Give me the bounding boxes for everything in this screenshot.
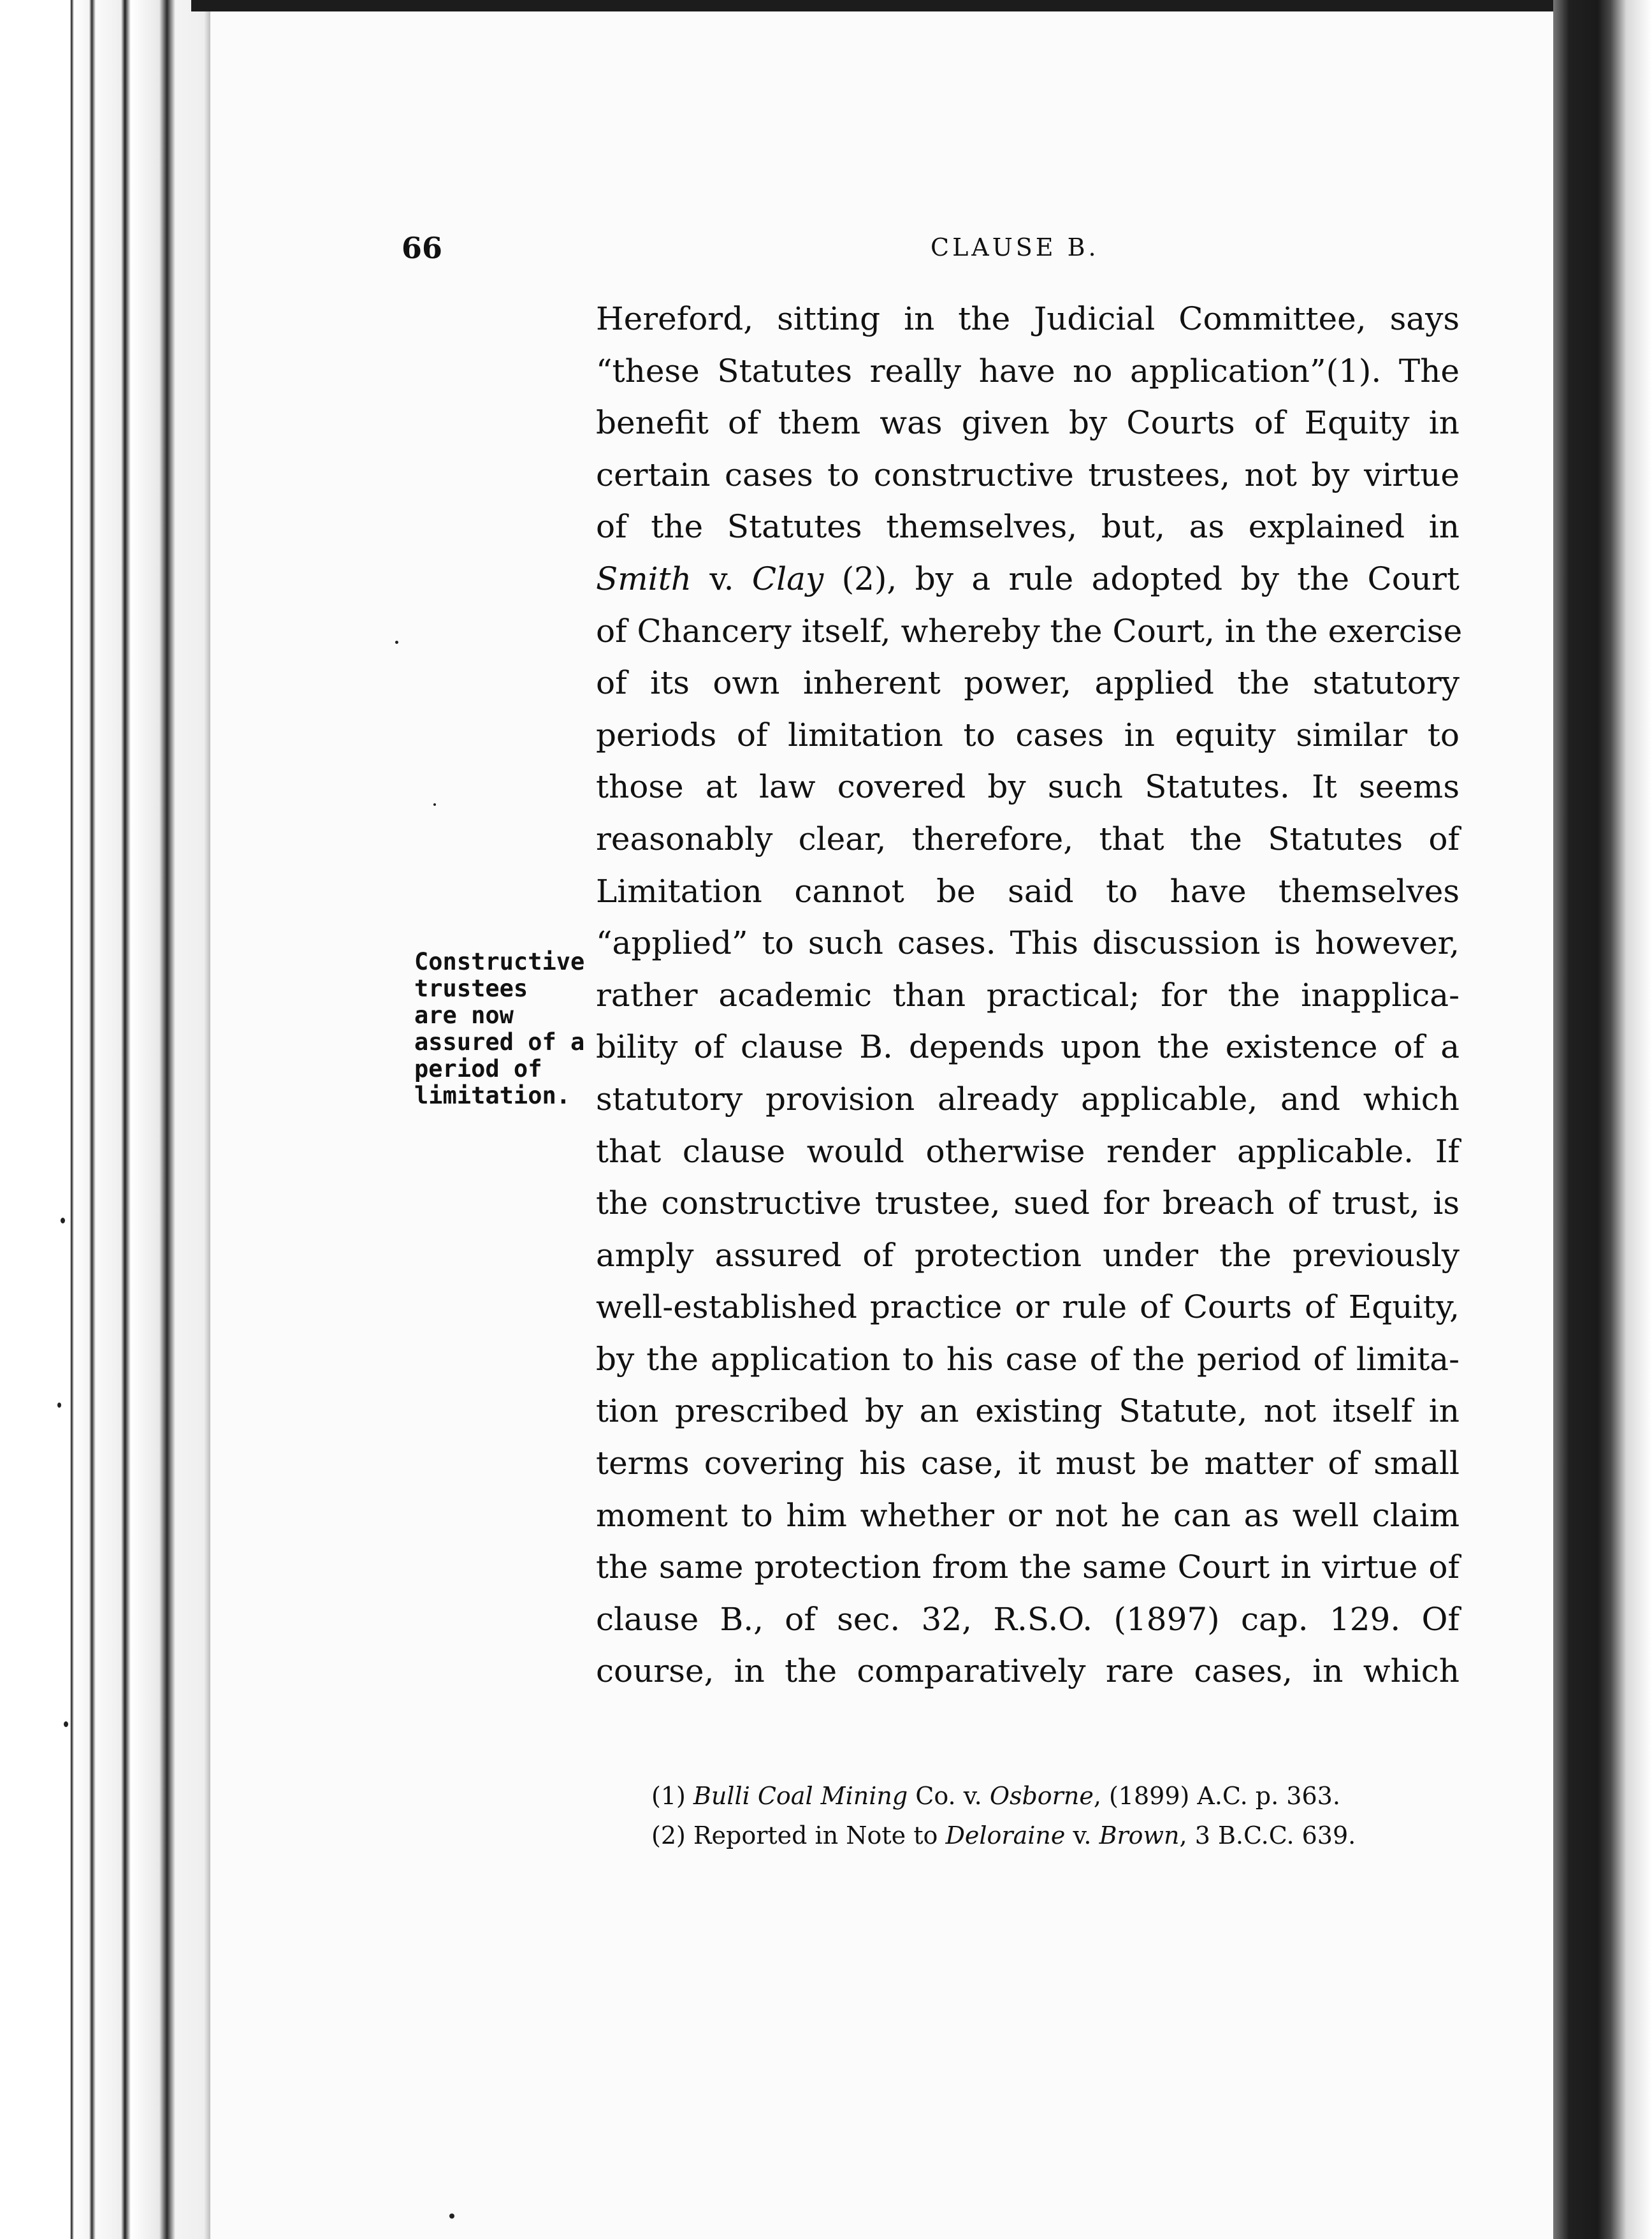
running-head: CLAUSE B. [931,233,1099,261]
case-name-clay: Clay [751,560,824,597]
footnote-text: Co. v. [908,1782,990,1810]
text-line: tion prescribed by an existing Statute, not itself in [596,1392,1460,1430]
scan-speck [61,1218,65,1223]
text-line: Hereford, sitting in the Judicial Committee, says [596,300,1460,337]
book-edge-right [1553,0,1652,2239]
case-name-smith: Smith [596,560,692,597]
scan-speck [64,1721,68,1727]
text-line: of the Statutes themselves, but, as explained in [596,508,1460,546]
text-line: reasonably clear, therefore, that the Statutes of [596,820,1460,857]
text-fragment: v. [691,560,752,597]
footnotes [651,1776,1442,1855]
margin-note-line: Constructive [414,948,585,975]
text-line: benefit of them was given by Courts of Equity in [596,404,1460,442]
body-text [596,293,1463,1698]
text-line: moment to him whether or not he can as well claim [596,1496,1460,1534]
text-line: that clause would otherwise render applicable. If [596,1132,1460,1170]
footnote-1 [651,1776,1442,1816]
case-name: Brown [1099,1821,1180,1849]
scan-speck [57,1403,61,1408]
scan-speck [395,641,398,644]
footnote-text: v. [1065,1821,1099,1849]
text-line: those at law covered by such Statutes. It seems [596,768,1460,806]
footnote-text: , (1899) A.C. p. 363. [1093,1782,1340,1810]
text-line: clause B., of sec. 32, R.S.O. (1897) cap. 129. Of [596,1600,1460,1638]
text-line-with-case [596,553,1460,606]
text-line: course, in the comparatively rare cases, in which [596,1652,1460,1690]
text-line: “these Statutes really have no application”(1). The [596,352,1460,390]
case-name: Deloraine [945,1821,1066,1849]
margin-note-line: trustees [414,975,528,1002]
text-line: rather academic than practical; for the inapplica- [596,976,1460,1014]
footnote-marker: (1) [651,1782,693,1810]
margin-note-line: assured of a [414,1028,585,1056]
margin-note-line: period of [414,1055,542,1083]
scan-speck [449,2213,454,2219]
footnote-text: , 3 B.C.C. 639. [1179,1821,1356,1849]
footnote-marker: (2) Reported in Note to [651,1821,946,1849]
text-line: of Chancery itself, whereby the Court, in the exercise [596,612,1463,650]
text-line: of its own inherent power, applied the statutory [596,664,1460,702]
text-line: bility of clause B. depends upon the existence of a [596,1028,1460,1066]
text-line: terms covering his case, it must be matter of small [596,1445,1460,1482]
case-name: Osborne [989,1782,1094,1810]
text-line: Limitation cannot be said to have themselves [596,872,1460,910]
page-number: 66 [402,231,443,265]
scan-speck [433,803,436,806]
text-fragment: (2), by a rule adopted by the Court [823,560,1460,597]
text-line: well-established practice or rule of Courts of Equity, [596,1288,1460,1326]
margin-note-line: are now [414,1002,514,1029]
text-line: the same protection from the same Court in virtue of [596,1549,1460,1586]
case-name: Bulli Coal Mining [693,1782,908,1810]
text-line: the constructive trustee, sued for breach of trust, is [596,1185,1460,1222]
text-line: “applied” to such cases. This discussion is however, [596,924,1460,962]
text-line: by the application to his case of the period of limita- [596,1340,1460,1378]
margin-note [414,949,599,1109]
margin-note-line: limitation. [414,1082,571,1109]
scan-border-top [191,0,1555,11]
text-line: statutory provision already applicable, and which [596,1080,1460,1118]
book-edge-left [0,0,210,2239]
text-line: certain cases to constructive trustees, not by virtue [596,456,1460,493]
footnote-2 [651,1816,1442,1855]
text-line: amply assured of protection under the previously [596,1236,1460,1274]
text-line: periods of limitation to cases in equity similar to [596,716,1460,754]
